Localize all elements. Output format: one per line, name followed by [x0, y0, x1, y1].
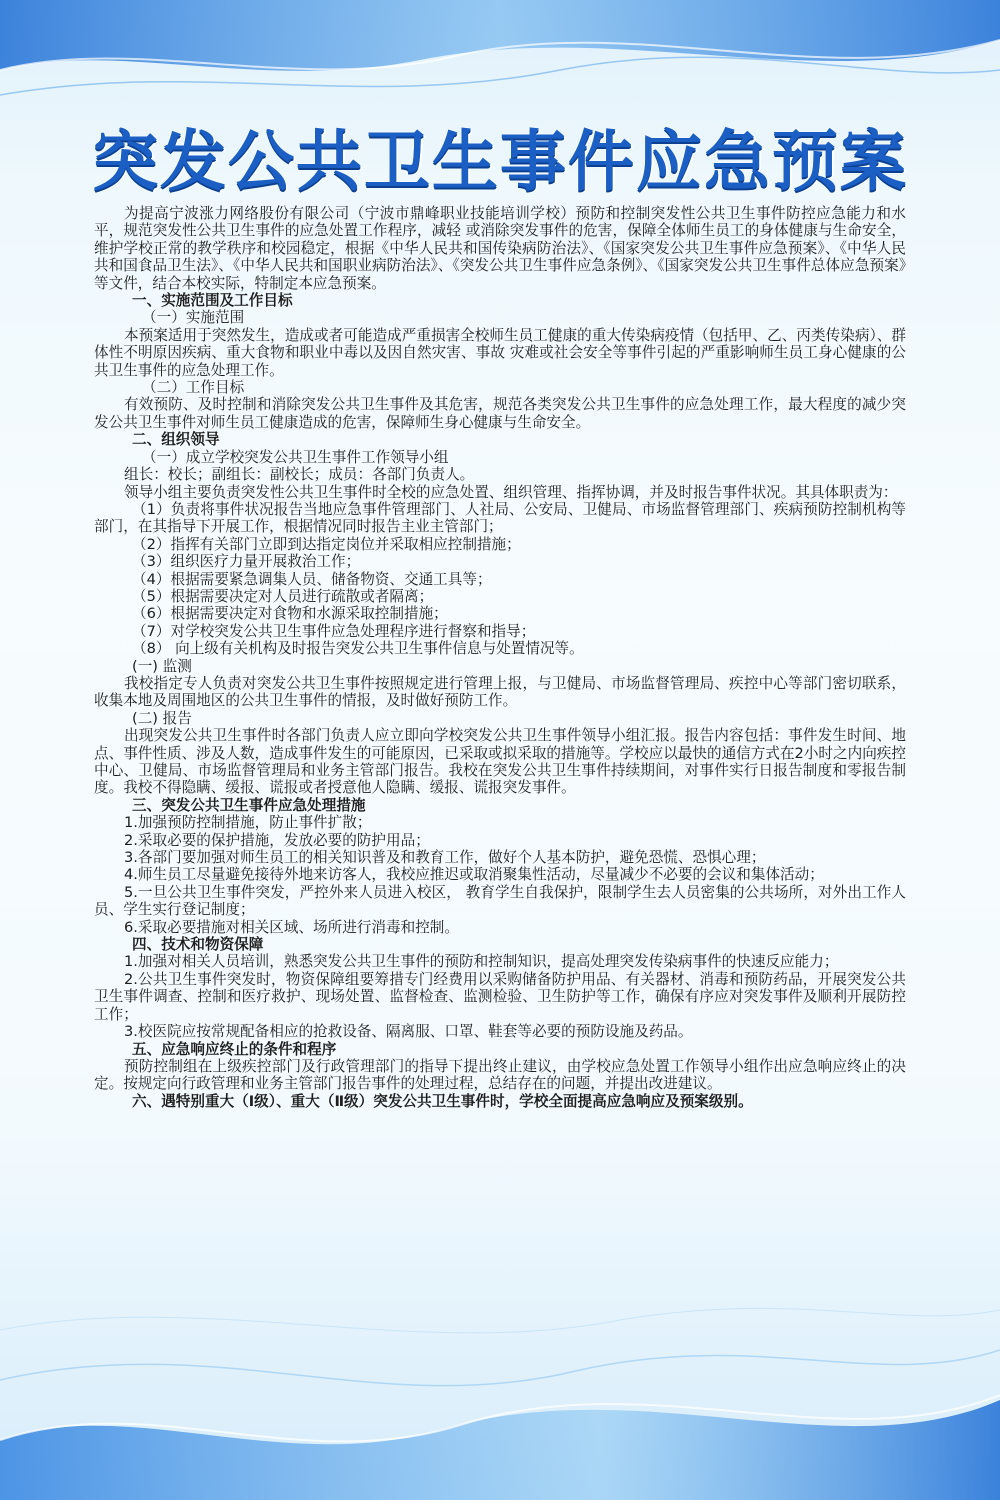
paragraph: 3.各部门要加强对师生员工的相关知识普及和教育工作，做好个人基本防护，避免恐慌、恐惧心理； — [124, 849, 766, 867]
paragraph: 预防控制组在上级疾控部门及行政管理部门的指导下提出终止建议，由学校应急处置工作领导小组作出应急响应终止的决定。按规定向行政管理和业务主管部门报告事件的处理过程，总结存在的问题，并提出改进建议。 — [94, 1057, 906, 1093]
paragraph: 3.校医院应按常规配备相应的抢救设备、隔离服、口罩、鞋套等必要的预防设施及药品。 — [124, 1023, 693, 1041]
paragraph: （二）工作目标 — [142, 379, 245, 397]
paragraph: （3）组织医疗力量开展救治工作； — [132, 553, 361, 571]
section-heading: 五、应急响应终止的条件和程序 — [132, 1040, 337, 1058]
paragraph: （8） 向上级有关机构及时报告突发公共卫生事件信息与处置情况等。 — [132, 640, 584, 658]
paragraph: 本预案适用于突然发生，造成或者可能造成严重损害全校师生员工健康的重大传染病疫情（包括甲、乙、丙类传染病）、群体性不明原因疾病、重大食物和职业中毒以及因自然灾害、事故 灾难或社会安全等事件引起的严重影响师生员工身心健康的公共卫生事件的应急处理工作。 — [94, 326, 906, 379]
document-body — [94, 205, 906, 1110]
paragraph: (一) 监测 — [132, 657, 192, 675]
paragraph: （5）根据需要决定对人员进行疏散或者隔离； — [132, 587, 434, 605]
paragraph: （6）根据需要决定对食物和水源采取控制措施； — [132, 605, 448, 623]
section-heading: 二、组织领导 — [132, 431, 220, 449]
paragraph: 领导小组主要负责突发性公共卫生事件时全校的应急处置、组织管理、指挥协调，并及时报告事件状况。其具体职责为： — [124, 483, 898, 501]
paragraph: 1.加强预防控制措施，防止事件扩散； — [124, 814, 372, 832]
paragraph: 我校指定专人负责对突发公共卫生事件按照规定进行管理上报，与卫健局、市场监督管理局、疾控中心等部门密切联系，收集本地及周围地区的公共卫生事件的情报，及时做好预防工作。 — [94, 674, 906, 710]
paragraph: 2.公共卫生事件突发时，物资保障组要筹措专门经费用以采购储备防护用品、有关器材、消毒和预防药品，开展突发公共卫生事件调查、控制和医疗救护、现场处置、监督检查、监测检验、卫生防护等工作，确保有序应对突发事件及顺利开展防控工作； — [94, 970, 906, 1023]
paragraph: 出现突发公共卫生事件时各部门负责人应立即向学校突发公共卫生事件领导小组汇报。报告内容包括：事件发生时间、地点、事件性质、涉及人数，造成事件发生的可能原因，已采取或拟采取的措施等。学校应以最快的通信方式在2小时之内向疾控中心、卫健局、市场监督管理局和业务主管部门报告。我校在突发公共卫生事件持续期间，对事件实行日报告制度和零报告制度。我校不得隐瞒、缓报、谎报或者授意他人隐瞒、缓报、谎报突发事件。 — [94, 727, 906, 797]
paragraph: （1）负责将事件状况报告当地应急事件管理部门、人社局、公安局、卫健局、市场监督管理部门、疾病预防控制机构等部门，在其指导下开展工作，根据情况同时报告主业主管部门； — [94, 500, 906, 536]
section-heading: 六、遇特别重大（Ⅰ级）、重大（Ⅱ级）突发公共卫生事件时，学校全面提高应急响应及预案级别。 — [132, 1092, 753, 1110]
paragraph: 有效预防、及时控制和消除突发公共卫生事件及其危害，规范各类突发公共卫生事件的应急处理工作，最大程度的减少突发公共卫生事件对师生员工健康造成的危害，保障师生身心健康与生命安全。 — [94, 396, 906, 431]
paragraph: （2）指挥有关部门立即到达指定岗位并采取相应控制措施； — [132, 535, 521, 553]
paragraph: 组长：校长；副组长：副校长；成员：各部门负责人。 — [124, 466, 475, 484]
section-heading: 三、突发公共卫生事件应急处理措施 — [132, 796, 366, 814]
paragraph: 5.一旦公共卫生事件突发，严控外来人员进入校区， 教育学生自我保护，限制学生去人员密集的公共场所，对外出工作人员、学生实行登记制度； — [94, 883, 906, 919]
page-title: 突发公共卫生事件应急预案 — [92, 123, 908, 200]
paragraph: 为提高宁波涨力网络股份有限公司（宁波市鼎峰职业技能培训学校）预防和控制突发性公共卫生事件防控应急能力和水平，规范突发性公共卫生事件的应急处置工作程序，减轻 或消除突发事件的危害，保障全体师生员工的身体健康与生命安全，维护学校正常的教学秩序和校园稳定，根据《中华人民共和国传染病防治法》、《国家突发公共卫生事件应急预案》、《中华人民共和国食品卫生法》、《中华人民共和国职业病防治法》、《突发公共卫生事件应急条例》、《国家突发公共卫生事件总体应急预案》等文件，结合本校实际，特制定本应急预案。 — [94, 205, 906, 292]
paragraph: （一）实施范围 — [142, 309, 245, 327]
section-heading: 四、技术和物资保障 — [132, 936, 264, 954]
paragraph: （4）根据需要紧急调集人员、储备物资、交通工具等； — [132, 570, 492, 588]
paragraph: (二) 报告 — [132, 709, 192, 727]
paragraph: （一）成立学校突发公共卫生事件工作领导小组 — [142, 448, 449, 466]
paragraph: 1.加强对相关人员培训，熟悉突发公共卫生事件的预防和控制知识，提高处理突发传染病事件的快速反应能力； — [124, 953, 839, 971]
section-heading: 一、实施范围及工作目标 — [132, 292, 293, 310]
paragraph: 6.采取必要措施对相关区域、场所进行消毒和控制。 — [124, 918, 459, 936]
paragraph: 2.采取必要的保护措施，发放必要的防护用品； — [124, 831, 430, 849]
paragraph: （7）对学校突发公共卫生事件应急处理程序进行督察和指导； — [132, 622, 536, 640]
paragraph: 4.师生员工尽量避免接待外地来访客人，我校应推迟或取消聚集性活动，尽量减少不必要的会议和集体活动； — [124, 866, 824, 884]
